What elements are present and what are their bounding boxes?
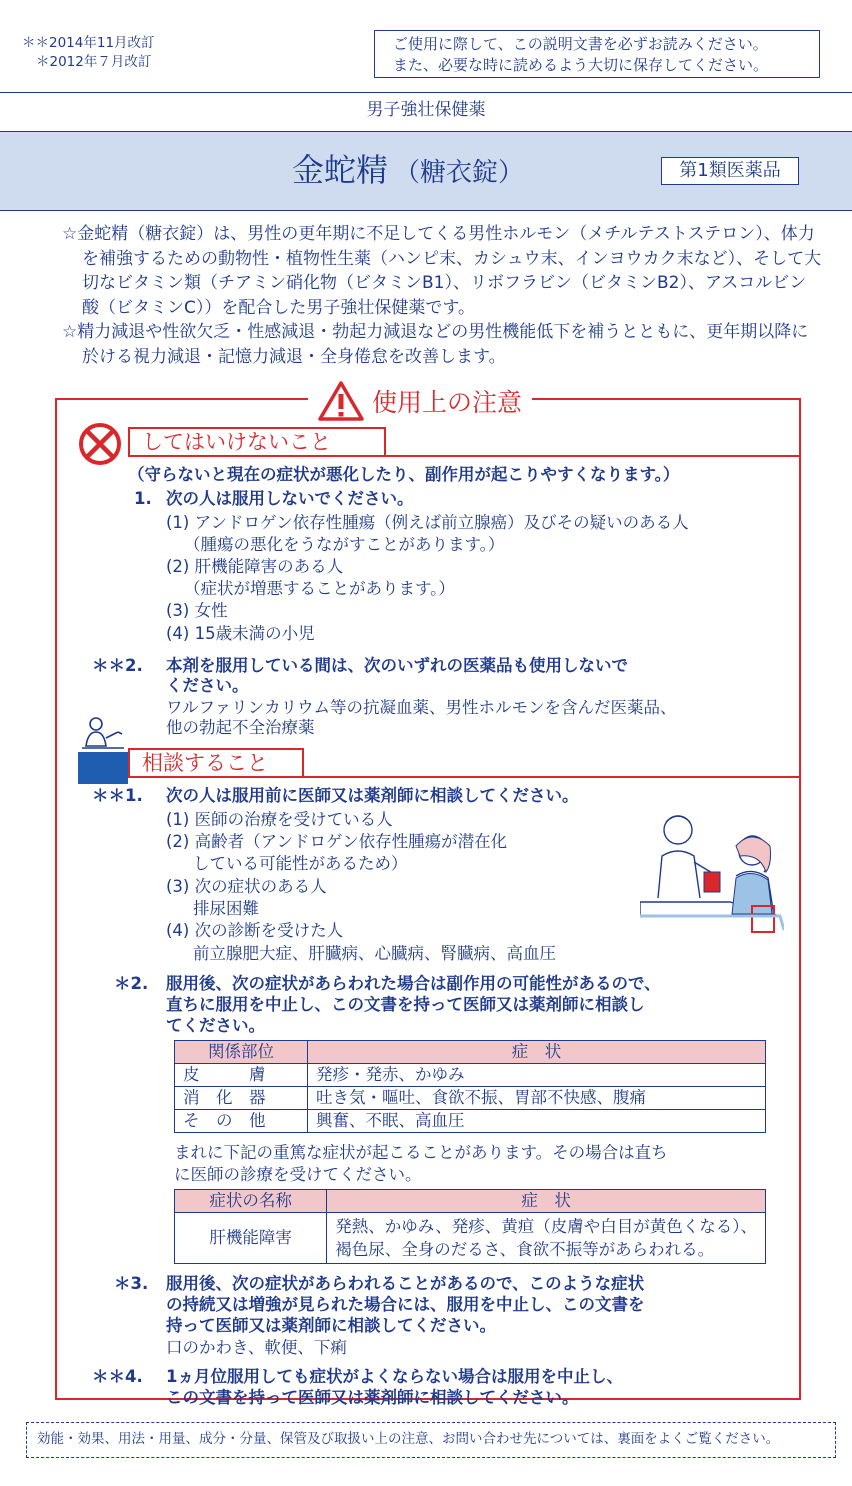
table-row — [175, 1087, 766, 1110]
revision-line: ＊＊2014年11月改訂 — [22, 35, 155, 51]
table-cell: そ の 他 — [175, 1110, 308, 1133]
prohibited-icon — [76, 420, 124, 468]
donot-item1-line: (1) アンドロゲン依存性腫瘍（例えば前立腺癌）及びその疑いのある人 — [166, 513, 689, 532]
consult-item1-line: (4) 次の診断を受けた人 — [166, 921, 344, 940]
donot-item1-line: （腫瘍の悪化をうながすことがあります。） — [184, 535, 505, 554]
table-header-row — [175, 1190, 766, 1213]
product-form: （糖衣錠） — [394, 158, 525, 188]
product-category: 男子強壮保健薬 — [366, 100, 486, 120]
intro-paragraph: ☆金蛇精（糖衣錠）は、男性の更年期に不足してくる男性ホルモン（メチルテストステロン）、体力を補強するための動物性・植物性生薬（ハンピ末、カシュウ末、インヨウカク末など）、そして大切なビタミン類（チアミン硝化物（ビタミンB1）、リボフラビン（ビタミンB2）、アスコルビン酸（ビタミンC））を配合した男子強壮保健薬です。 — [62, 224, 822, 318]
notice-line: また、必要な時に読めるよう大切に保存してください。 — [393, 56, 769, 74]
donot-item1-label: 1. — [134, 489, 152, 508]
side-effects-table — [174, 1040, 766, 1133]
consult-item4-title: 1ヵ月位服用しても症状がよくならない場合は服用を中止し、 — [166, 1367, 623, 1386]
donot-item1-line: (2) 肝機能障害のある人 — [166, 557, 344, 576]
consult-item1-line: 前立腺肥大症、肝臓病、心臓病、腎臓病、高血圧 — [193, 944, 556, 963]
table-cell: 吐き気・嘔吐、食欲不振、胃部不快感、腹痛 — [308, 1087, 766, 1110]
donot-heading: してはいけないこと — [128, 427, 386, 457]
table-cell: 肝機能障害 — [175, 1213, 327, 1264]
table-row — [175, 1064, 766, 1087]
serious-symptoms-table — [174, 1189, 766, 1264]
consult-item1-line: (3) 次の症状のある人 — [166, 877, 327, 896]
table-cell: 発疹・発赤、かゆみ — [308, 1064, 766, 1087]
consult-item1-line: (2) 高齢者（アンドロゲン依存性腫瘍が潜在化 — [166, 832, 508, 851]
consultation-illustration — [640, 806, 784, 938]
drug-classification-badge: 第1類医薬品 — [661, 157, 799, 185]
consult-pharmacist-icon — [78, 712, 128, 784]
consult-item3-title: 持って医師又は薬剤師に相談してください。 — [166, 1316, 496, 1335]
donot-item1-line: （症状が増悪することがあります。） — [184, 579, 455, 598]
consult-heading: 相談すること — [128, 748, 304, 778]
consult-item2-title: てください。 — [166, 1016, 265, 1035]
donot-item1-title: 次の人は服用しないでください。 — [166, 489, 414, 508]
consult-item1-line: 排尿困難 — [193, 899, 259, 918]
table-cell — [327, 1213, 766, 1264]
table-cell: 消 化 器 — [175, 1087, 308, 1110]
read-notice-box — [374, 30, 820, 78]
consult-item1-line: (1) 医師の治療を受けている人 — [166, 810, 393, 829]
table-header-cell: 関係部位 — [175, 1041, 308, 1064]
consult-item1-line: している可能性があるため） — [193, 854, 408, 873]
consult-item2-title: 服用後、次の症状があらわれた場合は副作用の可能性があるので、 — [166, 974, 661, 993]
table-cell-line: 褐色尿、全身のだるさ、食欲不振等があらわれる。 — [335, 1240, 715, 1259]
consult-item4-title: この文書を持って医師又は薬剤師に相談してください。 — [166, 1388, 579, 1407]
table-header-cell: 症 状 — [327, 1190, 766, 1213]
product-intro — [62, 222, 822, 369]
consult-item3-title: の持続又は増強が見られた場合には、服用を中止し、この文書を — [166, 1295, 645, 1314]
consult-item2-title: 直ちに服用を中止し、この文書を持って医師又は薬剤師に相談し — [166, 995, 645, 1014]
consult-item2-label: ＊2. — [114, 974, 149, 993]
divider — [0, 92, 852, 93]
donot-item2-line: 他の勃起不全治療薬 — [166, 718, 315, 737]
notice-line: ご使用に際して、この説明文書を必ずお読みください。 — [393, 35, 768, 53]
consult-item3-title: 服用後、次の症状があらわれることがあるので、このような症状 — [166, 1274, 645, 1293]
revision-notes — [22, 34, 155, 72]
donot-item2-line: ワルファリンカリウム等の抗凝血薬、男性ホルモンを含んだ医薬品、 — [166, 698, 677, 717]
footer-note: 効能・効果、用法・用量、成分・分量、保管及び取扱い上の注意、お問い合わせ先については、裏面をよくご覧ください。 — [26, 1422, 836, 1458]
donot-item2-label: ＊＊2. — [92, 656, 143, 675]
rare-warning-line: まれに下記の重篤な症状が起こることがあります。その場合は直ち — [174, 1143, 668, 1162]
table-row — [175, 1110, 766, 1133]
table-header-cell: 症状の名称 — [175, 1190, 327, 1213]
intro-paragraph: ☆精力減退や性欲欠乏・性感減退・勃起力減退などの男性機能低下を補うとともに、更年期以降に於ける視力減退・記憶力減退・全身倦怠を改善します。 — [62, 322, 809, 367]
consult-item3-line: 口のかわき、軟便、下痢 — [166, 1338, 347, 1357]
product-name: 金蛇精 — [292, 151, 389, 189]
table-row — [175, 1213, 766, 1264]
donot-item2-title: 本剤を服用している間は、次のいずれの医薬品も使用しないで — [166, 656, 628, 675]
caution-title-text: 使用上の注意 — [372, 388, 523, 417]
donot-item2-title: ください。 — [166, 676, 249, 695]
table-cell-line: 発熱、かゆみ、発疹、黄疸（皮膚や白目が黄色くなる）、 — [335, 1217, 757, 1236]
caution-title — [308, 380, 532, 422]
consult-heading-line — [304, 776, 801, 778]
table-header-row — [175, 1041, 766, 1064]
donot-item1-line: (4) 15歳未満の小児 — [166, 624, 315, 643]
table-cell: 皮 膚 — [175, 1064, 308, 1087]
revision-line: ＊2012年７月改訂 — [36, 54, 152, 70]
consult-item3-label: ＊3. — [114, 1274, 149, 1293]
donot-item1-line: (3) 女性 — [166, 601, 228, 620]
warning-icon — [318, 381, 364, 421]
table-header-cell: 症 状 — [308, 1041, 766, 1064]
donot-subtitle: （守らないと現在の症状が悪化したり、副作用が起こりやすくなります。） — [128, 465, 680, 484]
table-cell: 興奮、不眠、高血圧 — [308, 1110, 766, 1133]
consult-item4-label: ＊＊4. — [92, 1367, 143, 1386]
product-title — [292, 150, 524, 193]
rare-warning-line: に医師の診療を受けてください。 — [174, 1165, 422, 1184]
donot-heading-line — [386, 455, 801, 457]
consult-item1-label: ＊＊1. — [92, 786, 143, 805]
consult-item1-title: 次の人は服用前に医師又は薬剤師に相談してください。 — [166, 786, 579, 805]
